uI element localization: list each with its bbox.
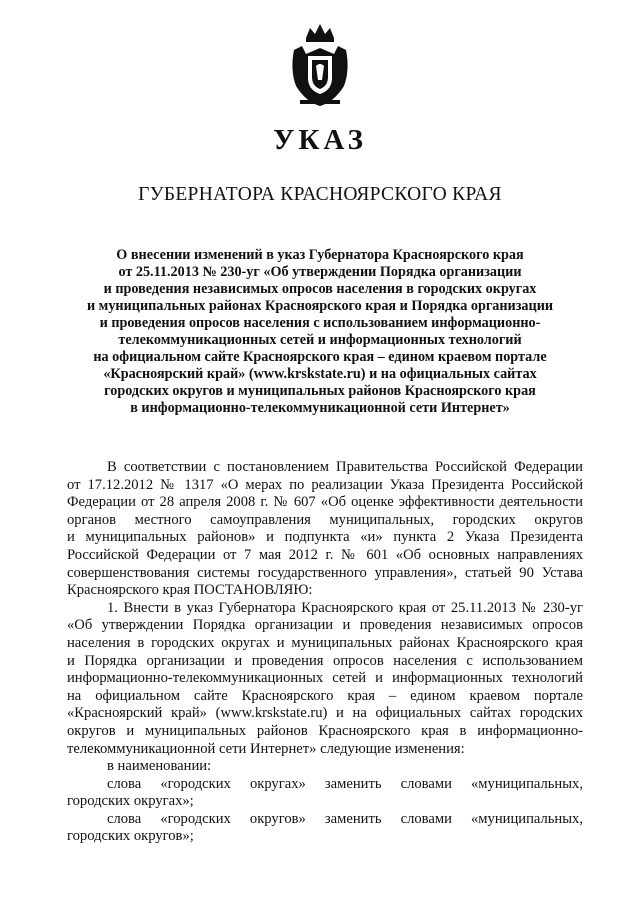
body-line: информационно-телекоммуникационных сетей и информационных технологий xyxy=(67,670,583,687)
heading-line: О внесении изменений в указ Губернатора Красноярского края xyxy=(116,247,524,263)
body-line: 1. Внести в указ Губернатора Красноярского края от 25.11.2013 № 230-уг xyxy=(107,599,583,616)
body-line: в наименовании: xyxy=(107,758,212,775)
heading-line: на официальном сайте Красноярского края – едином краевом портале xyxy=(93,349,547,365)
heading-line: городских округов и муниципальных районов Красноярского края xyxy=(104,383,536,399)
body-line: совершенствования системы государственного управления», статьей 90 Устава xyxy=(67,564,583,581)
document-heading xyxy=(40,247,600,417)
body-line: органов местного самоуправления муниципальных, городских округов xyxy=(67,511,583,528)
document-subtitle: ГУБЕРНАТОРА КРАСНОЯРСКОГО КРАЯ xyxy=(138,184,502,205)
body-line: населения в городских округах и муниципальных районах Красноярского края xyxy=(67,634,583,651)
body-line: «Красноярский край» (www.krskstate.ru) и на официальных сайтах городских xyxy=(67,705,583,722)
coat-of-arms-icon xyxy=(286,20,354,108)
body-line: Федерации от 28 апреля 2008 г. № 607 «Об оценке эффективности деятельности xyxy=(67,494,583,511)
body-line: слова «городских округах» заменить словами «муниципальных, xyxy=(107,775,583,792)
body-line: Российской Федерации от 7 мая 2012 г. № 601 «Об основных направлениях xyxy=(67,546,583,563)
body-line: городских округах»; xyxy=(67,793,194,810)
document-title: УКАЗ xyxy=(273,124,367,156)
body-line: от 17.12.2012 № 1317 «О мерах по реализации Указа Президента Российской xyxy=(67,476,583,493)
body-line: Красноярского края ПОСТАНОВЛЯЮ: xyxy=(67,582,313,599)
document-body xyxy=(67,459,583,846)
heading-line: «Красноярский край» (www.krskstate.ru) и на официальных сайтах xyxy=(103,366,537,382)
body-line: В соответствии с постановлением Правительства Российской Федерации xyxy=(107,459,583,475)
body-line: телекоммуникационной сети Интернет» следующие изменения: xyxy=(67,740,465,757)
body-line: округов и муниципальных районов Красноярского края в информационно- xyxy=(67,722,583,739)
heading-line: и муниципальных районах Красноярского края и Порядка организации xyxy=(86,298,554,314)
body-line: на официальном сайте Красноярского края – едином краевом портале xyxy=(67,687,583,704)
body-line: слова «городских округов» заменить словами «муниципальных, xyxy=(107,810,583,827)
heading-line: от 25.11.2013 № 230-уг «Об утверждении Порядка организации xyxy=(118,264,522,280)
body-line: городских округов»; xyxy=(67,828,194,845)
heading-line: в информационно-телекоммуникационной сети Интернет» xyxy=(130,400,510,416)
body-line: «Об утверждении Порядка организации и проведения независимых опросов xyxy=(67,617,583,634)
heading-line: и проведения независимых опросов населения в городских округах xyxy=(103,281,537,297)
heading-line: и проведения опросов населения с использованием информационно- xyxy=(99,315,541,331)
body-line: и Порядка организации и проведения опросов населения с использованием xyxy=(67,652,583,669)
body-line: и муниципальных районов» и подпункта «и» пункта 2 Указа Президента xyxy=(67,529,583,546)
heading-line: телекоммуникационных сетей и информационных технологий xyxy=(118,332,522,348)
